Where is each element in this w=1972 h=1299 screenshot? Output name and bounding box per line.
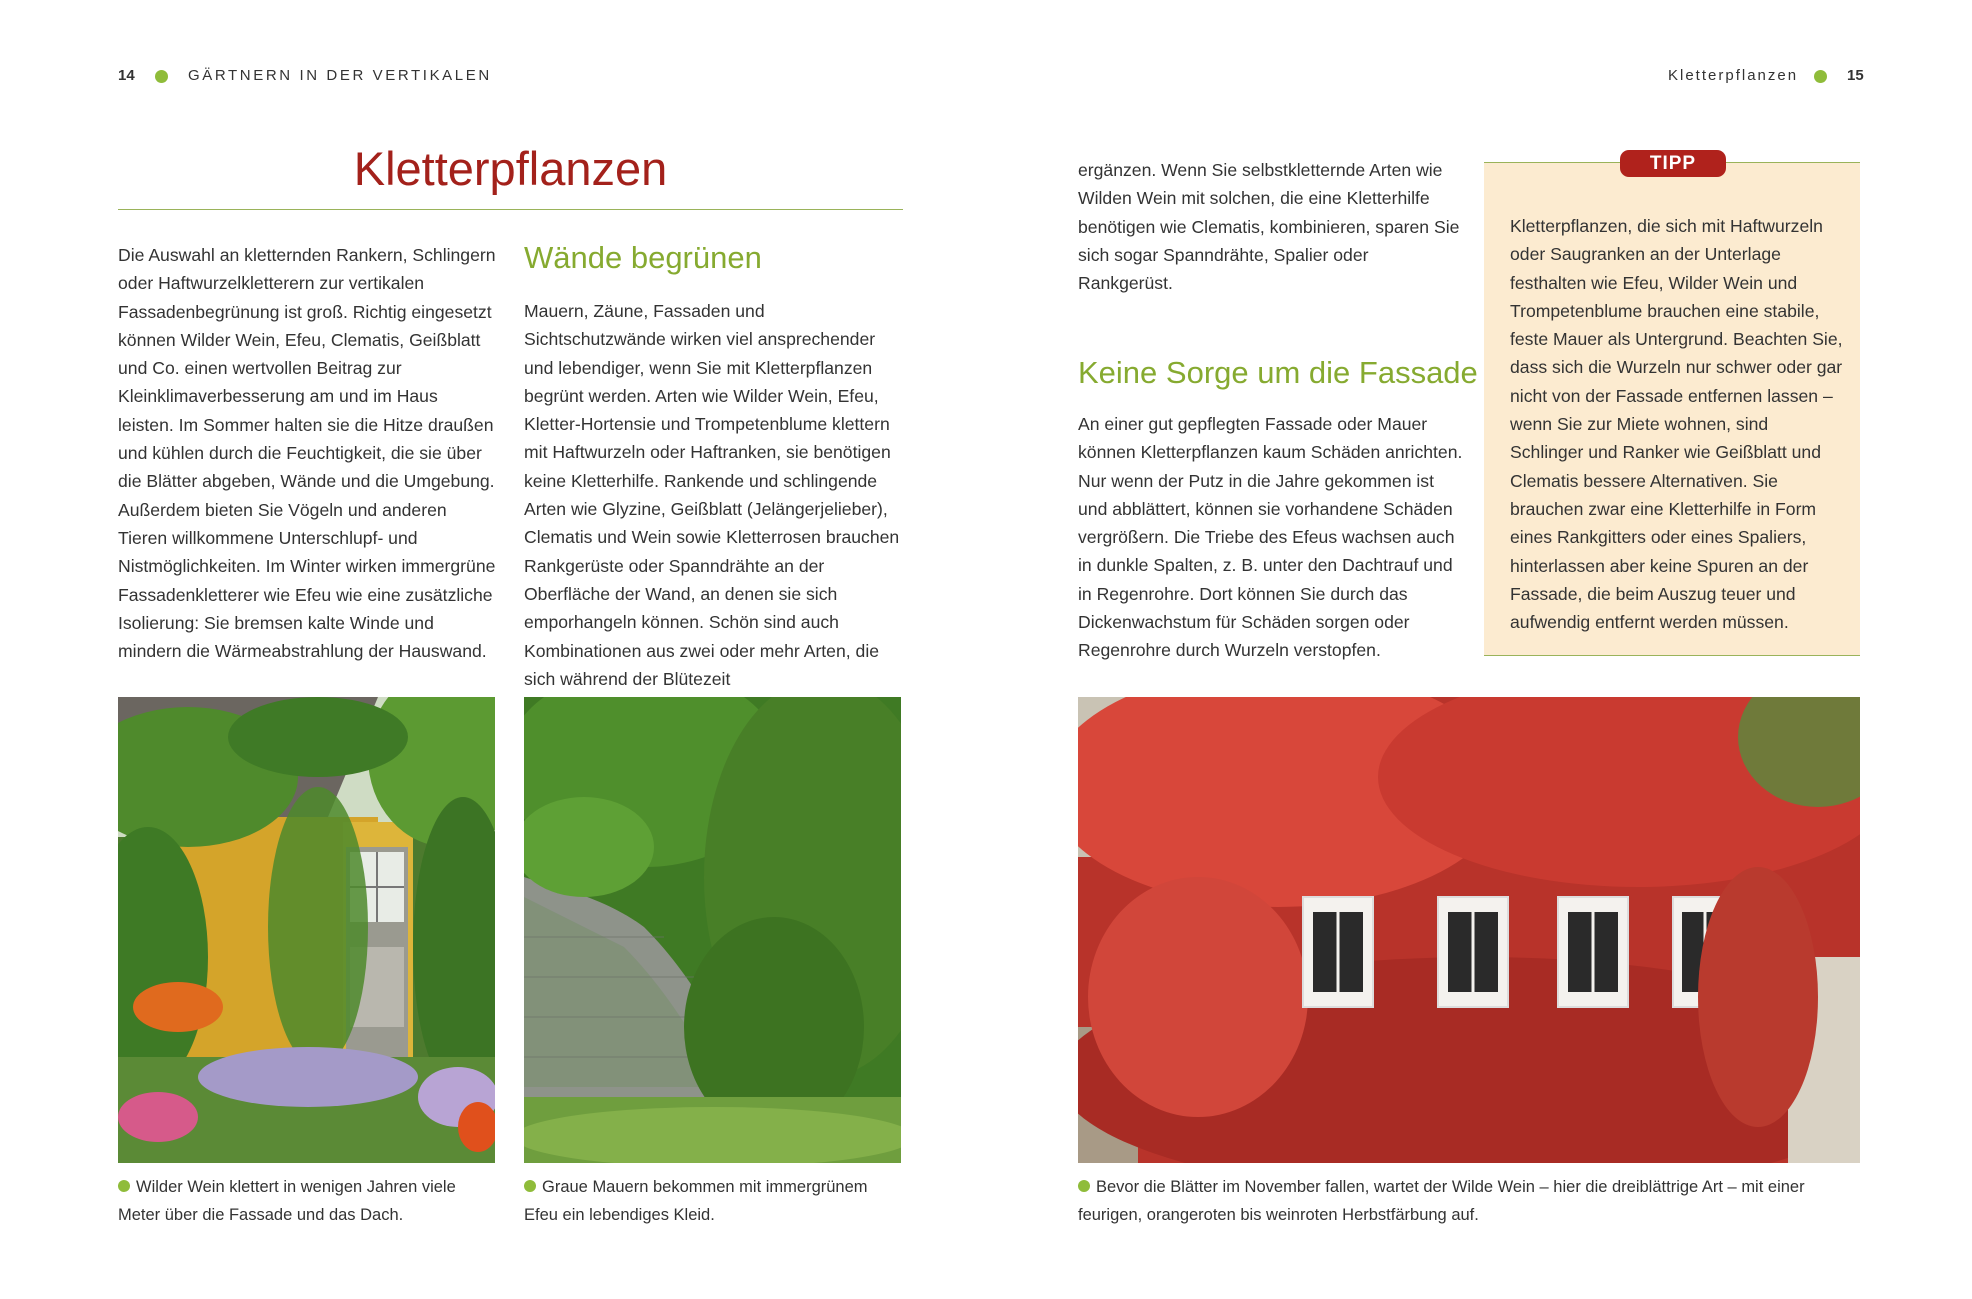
right-running-title: Kletterpflanzen bbox=[1668, 67, 1799, 84]
photo-yellow-shed bbox=[118, 697, 495, 1163]
section-facade-text: An einer gut gepflegten Fassade oder Mauer können Kletterpflanzen kaum Schäden anrichten. Nur wenn der Putz in die Jahre gekommen ist und abblättert, können sie vorhandene Schäden vergrößern. Die Triebe des Efeus wachsen auch in dunkle Spalten, z. B. unter den Dachtrauf und in Regenrohre. Dort können Sie durch das Dickenwachstum für Schäden sorgen oder Regenrohre durch Wurzeln verstopfen. bbox=[1078, 414, 1463, 661]
section-walls-text: Mauern, Zäune, Fassaden und Sichtschutzwände wirken viel ansprechender und lebendiger, wenn Sie mit Kletterpflanzen begrünt werden. Arten wie Wilder Wein, Efeu, Kletter-Hortensie und Trompetenblume klettern mit Haftwurzeln oder Haftranken, sie benötigen keine Kletterhilfe. Rankende und schlingende Arten wie Glyzine, Geißblatt (Jelängerjelieber), Clematis und Wein sowie Kletterrosen brauchen Rankgerüste oder Spanndrähte an der Oberfläche der Wand, an denen sie sich emporhangeln können. Schön sind auch Kombinationen aus zwei oder mehr Arten, die sich während der Blütezeit bbox=[524, 301, 900, 689]
bullet-dot-icon bbox=[524, 1180, 536, 1192]
left-running-title: GÄRTNERN IN DER VERTIKALEN bbox=[188, 67, 492, 84]
tip-text: Kletterpflanzen, die sich mit Haftwurzeln oder Saugranken an der Unterlage festhalten wie Efeu, Wilder Wein und Trompetenblume brauchen eine stabile, feste Mauer als Untergrund. Beachten Sie, dass sich die Wurzeln nur schwer oder gar nicht von der Fassade entfernen lassen – wenn Sie zur Miete wohnen, sind Schlinger und Ranker wie Geißblatt und Clematis bessere Alternativen. Sie brauchen zwar eine Kletterhilfe in Form eines Rankgitters oder eines Spaliers, hinterlassen aber keine Spuren an der Fassade, die beim Auszug teuer und aufwendig entfernt werden müssen. bbox=[1510, 216, 1843, 633]
title-divider bbox=[118, 209, 903, 210]
photo-red-vine-facade bbox=[1078, 697, 1860, 1163]
caption-photo-3 bbox=[1078, 1173, 1868, 1229]
bullet-dot-icon bbox=[1814, 70, 1827, 83]
photo-ivy-wall bbox=[524, 697, 901, 1163]
caption-photo-2 bbox=[524, 1173, 904, 1229]
bullet-dot-icon bbox=[1078, 1180, 1090, 1192]
caption-text: Bevor die Blätter im November fallen, wartet der Wilde Wein – hier die dreiblättrige Art – mit einer feurigen, orangeroten bis weinroten Herbstfärbung auf. bbox=[1078, 1178, 1805, 1224]
bullet-dot-icon bbox=[118, 1180, 130, 1192]
bullet-dot-icon bbox=[155, 70, 168, 83]
caption-text: Wilder Wein klettert in wenigen Jahren viele Meter über die Fassade und das Dach. bbox=[118, 1178, 456, 1224]
left-page-number: 14 bbox=[118, 67, 135, 84]
right-page-number: 15 bbox=[1847, 67, 1864, 84]
page-title: Kletterpflanzen bbox=[353, 142, 668, 195]
intro-paragraph: Die Auswahl an kletternden Rankern, Schlingern oder Haftwurzelkletterern zur vertikalen Fassadenbegrünung ist groß. Richtig eingesetzt können Wilder Wein, Efeu, Clematis, Geißblatt und Co. einen wertvollen Beitrag zur Kleinklimaverbesserung am und im Haus leisten. Im Sommer halten sie die Hitze draußen und kühlen durch die Feuchtigkeit, die sie über die Blätter abgeben, Wände und die Umgebung. Außerdem bieten Sie Vögeln und anderen Tieren willkommene Unterschlupf- und Nistmöglichkeiten. Im Winter wirken immergrüne Fassadenkletterer wie Efeu wie eine zusätzliche Isolierung: Sie bremsen kalte Winde und mindern die Wärmeabstrahlung der Hauswand. bbox=[118, 245, 496, 662]
continuation-paragraph: ergänzen. Wenn Sie selbstkletternde Arten wie Wilden Wein mit solchen, die eine Kletterhilfe benötigen wie Clematis, kombinieren, sparen Sie sich sogar Spanndrähte, Spalier oder Rankgerüst. bbox=[1078, 160, 1460, 294]
section-heading-facade: Keine Sorge um die Fassade bbox=[1078, 355, 1478, 390]
caption-photo-1 bbox=[118, 1173, 498, 1229]
section-heading-walls: Wände begrünen bbox=[524, 240, 762, 275]
tip-badge: TIPP bbox=[1620, 150, 1726, 177]
caption-text: Graue Mauern bekommen mit immergrünem Efeu ein lebendiges Kleid. bbox=[524, 1178, 868, 1224]
